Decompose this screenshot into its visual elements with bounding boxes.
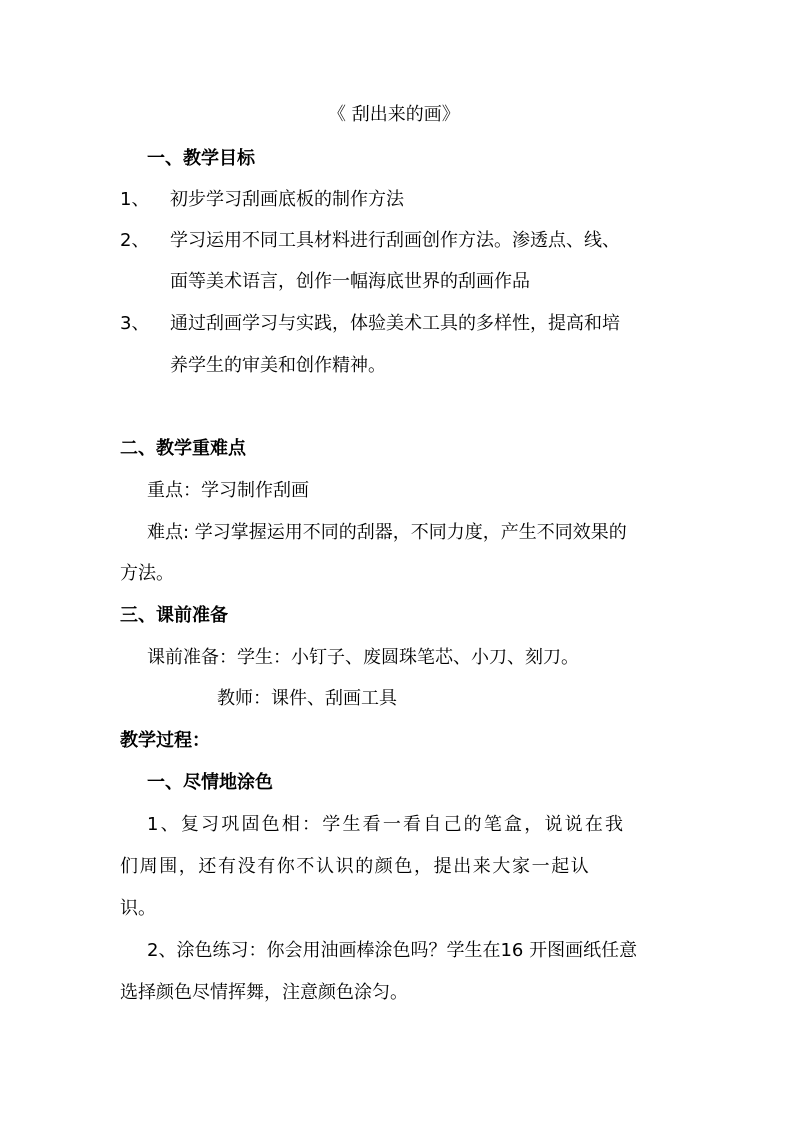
objective-number: 3、 (120, 313, 150, 334)
objective-number: 1、 (120, 189, 150, 210)
objective-item-3-continuation: 养学生的审美和创作精神。 (170, 355, 386, 376)
process-step-2-continuation: 选择颜色尽情挥舞，注意颜色涂匀。 (120, 982, 408, 1003)
objective-item-2 (120, 229, 620, 253)
difficulty-text: 难点: 学习掌握运用不同的刮器，不同力度，产生不同效果的 (147, 522, 627, 543)
difficulty-text-continuation: 方法。 (120, 563, 174, 584)
objective-item-2-continuation: 面等美术语言，创作一幅海底世界的刮画作品 (170, 271, 530, 292)
objective-item-3 (120, 312, 620, 336)
preparation-teacher: 教师：课件、刮画工具 (217, 688, 397, 709)
objective-text: 初步学习刮画底板的制作方法 (170, 189, 404, 210)
process-heading: 教学过程： (120, 730, 210, 751)
key-point-text: 重点：学习制作刮画 (147, 480, 309, 501)
objective-text: 学习运用不同工具材料进行刮画创作方法。渗透点、线、 (170, 230, 620, 251)
objective-text: 通过刮画学习与实践，体验美术工具的多样性，提高和培 (170, 313, 620, 334)
objective-item-1 (120, 188, 404, 212)
process-sub-heading: 一、尽情地涂色 (147, 772, 273, 793)
process-step-1-continuation-2: 识。 (120, 898, 156, 919)
process-step-1-continuation: 们周围，还有没有你不认识的颜色，提出来大家一起认 (120, 856, 591, 877)
section-heading-preparation: 三、课前准备 (120, 605, 228, 626)
document-title: 《 刮出来的画》 (328, 104, 460, 125)
objective-number: 2、 (120, 230, 150, 251)
preparation-students: 课前准备：学生：小钉子、废圆珠笔芯、小刀、刻刀。 (147, 647, 579, 668)
process-step-1: 1、复习巩固色相：学生看一看自己的笔盒，说说在我 (147, 814, 626, 835)
process-step-2: 2、涂色练习：你会用油画棒涂色吗？学生在16 开图画纸任意 (147, 940, 638, 961)
section-heading-key-points: 二、教学重难点 (120, 438, 246, 459)
section-heading-objectives: 一、教学目标 (147, 148, 255, 169)
